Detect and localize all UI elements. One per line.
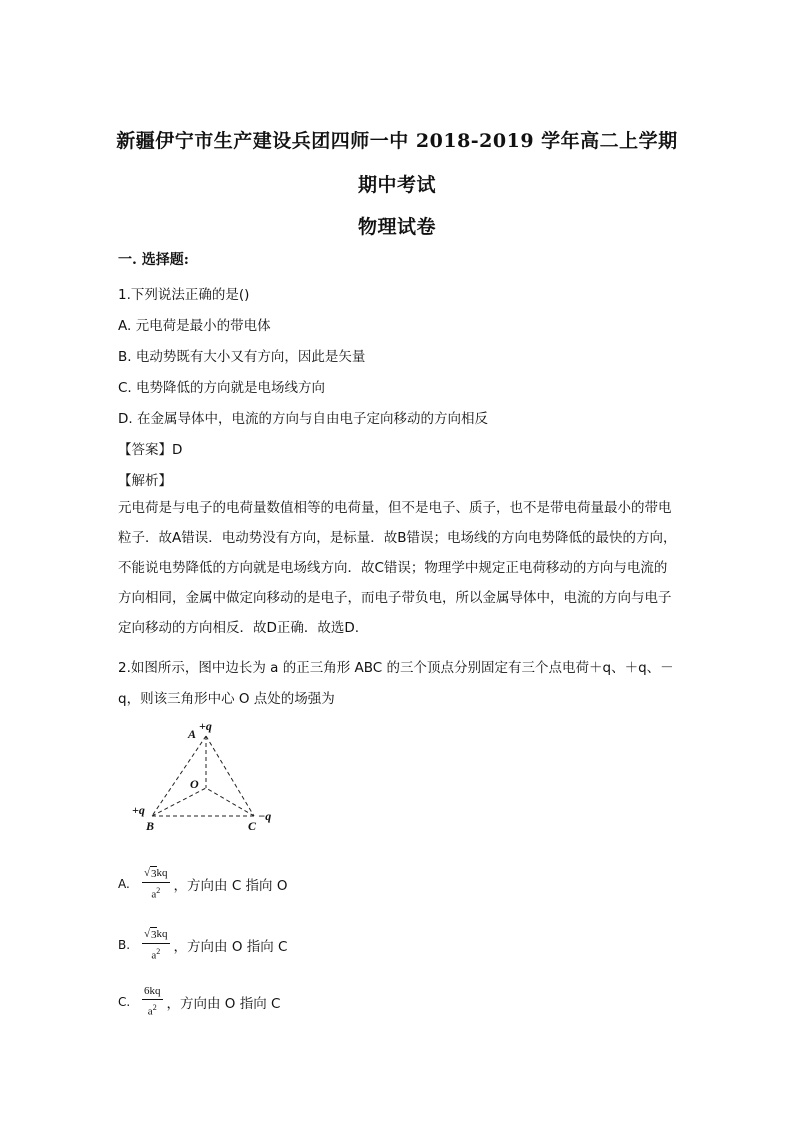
q1-analysis-label: 【解析】 bbox=[118, 473, 172, 489]
vertex-label-a: A bbox=[188, 727, 197, 741]
charge-label-b: +q bbox=[132, 803, 145, 817]
q1-option-d: D. 在金属导体中，电流的方向与自由电子定向移动的方向相反 bbox=[118, 411, 488, 427]
q1-option-b: B. 电动势既有大小又有方向，因此是矢量 bbox=[118, 349, 366, 365]
fraction: $\frac{6kq}{a^2}$ bbox=[144, 985, 161, 1018]
q2-stem-line1: 2.如图所示，图中边长为 a 的正三角形 ABC 的三个顶点分别固定有三个点电荷＋q、＋q、－ bbox=[118, 660, 674, 676]
q1-answer: 【答案】D bbox=[118, 442, 183, 458]
segment-bo bbox=[152, 788, 206, 816]
option-text: ，方向由 C 指向 O bbox=[173, 878, 288, 895]
q2-option-a bbox=[118, 866, 287, 903]
charge-label-c: −q bbox=[258, 809, 272, 823]
q1-stem: 1.下列说法正确的是() bbox=[118, 287, 250, 303]
q2-option-b bbox=[118, 927, 287, 964]
center-label-o: O bbox=[190, 777, 199, 791]
fraction: √ 3 kq $a^2$ bbox=[144, 867, 168, 901]
vertex-label-c: C bbox=[248, 819, 257, 833]
option-letter: C. bbox=[118, 994, 131, 1009]
q1-option-c: C. 电势降低的方向就是电场线方向 bbox=[118, 380, 326, 396]
exam-subject-title: 物理试卷 bbox=[357, 216, 436, 238]
q1-option-a: A. 元电荷是最小的带电体 bbox=[118, 318, 271, 334]
option-text: ，方向由 O 指向 C bbox=[166, 995, 281, 1012]
triangle-charge-diagram bbox=[126, 716, 286, 842]
edge-ac bbox=[206, 736, 254, 816]
q2-stem-line2: q，则该三角形中心 O 点处的场强为 bbox=[118, 691, 335, 707]
vertex-label-b: B bbox=[146, 819, 155, 833]
charge-label-a: +q bbox=[199, 719, 212, 733]
q1-analysis-text: 元电荷是与电子的电荷量数值相等的电荷量，但不是电子、质子，也不是带电荷量最小的带电粒子．故A错误．电动势没有方向，是标量．故B错误；电场线的方向电势降低的最快的方向，不能说电势降低的方向就是电场线方向．故C错误；物理学中规定正电荷移动的方向与电流的方向相同，金属中做定向移动的是电子，而电子带负电，所以金属导体中，电流的方向与电子定向移动的方向相反．故D正确．故选D. bbox=[118, 500, 677, 636]
option-letter: B. bbox=[118, 938, 131, 953]
option-letter: A. bbox=[118, 877, 130, 892]
exam-title-line2: 期中考试 bbox=[357, 174, 436, 196]
option-text: ，方向由 O 指向 C bbox=[173, 939, 288, 956]
fraction: √ 3 kq $a^2$ bbox=[144, 928, 168, 962]
segment-co bbox=[206, 788, 254, 816]
exam-title-line1: 新疆伊宁市生产建设兵团四师一中 2018-2019 学年高二上学期 bbox=[116, 130, 678, 152]
edge-ab bbox=[152, 736, 206, 816]
section-heading: 一. 选择题: bbox=[118, 252, 189, 268]
q2-option-c bbox=[118, 984, 280, 1020]
